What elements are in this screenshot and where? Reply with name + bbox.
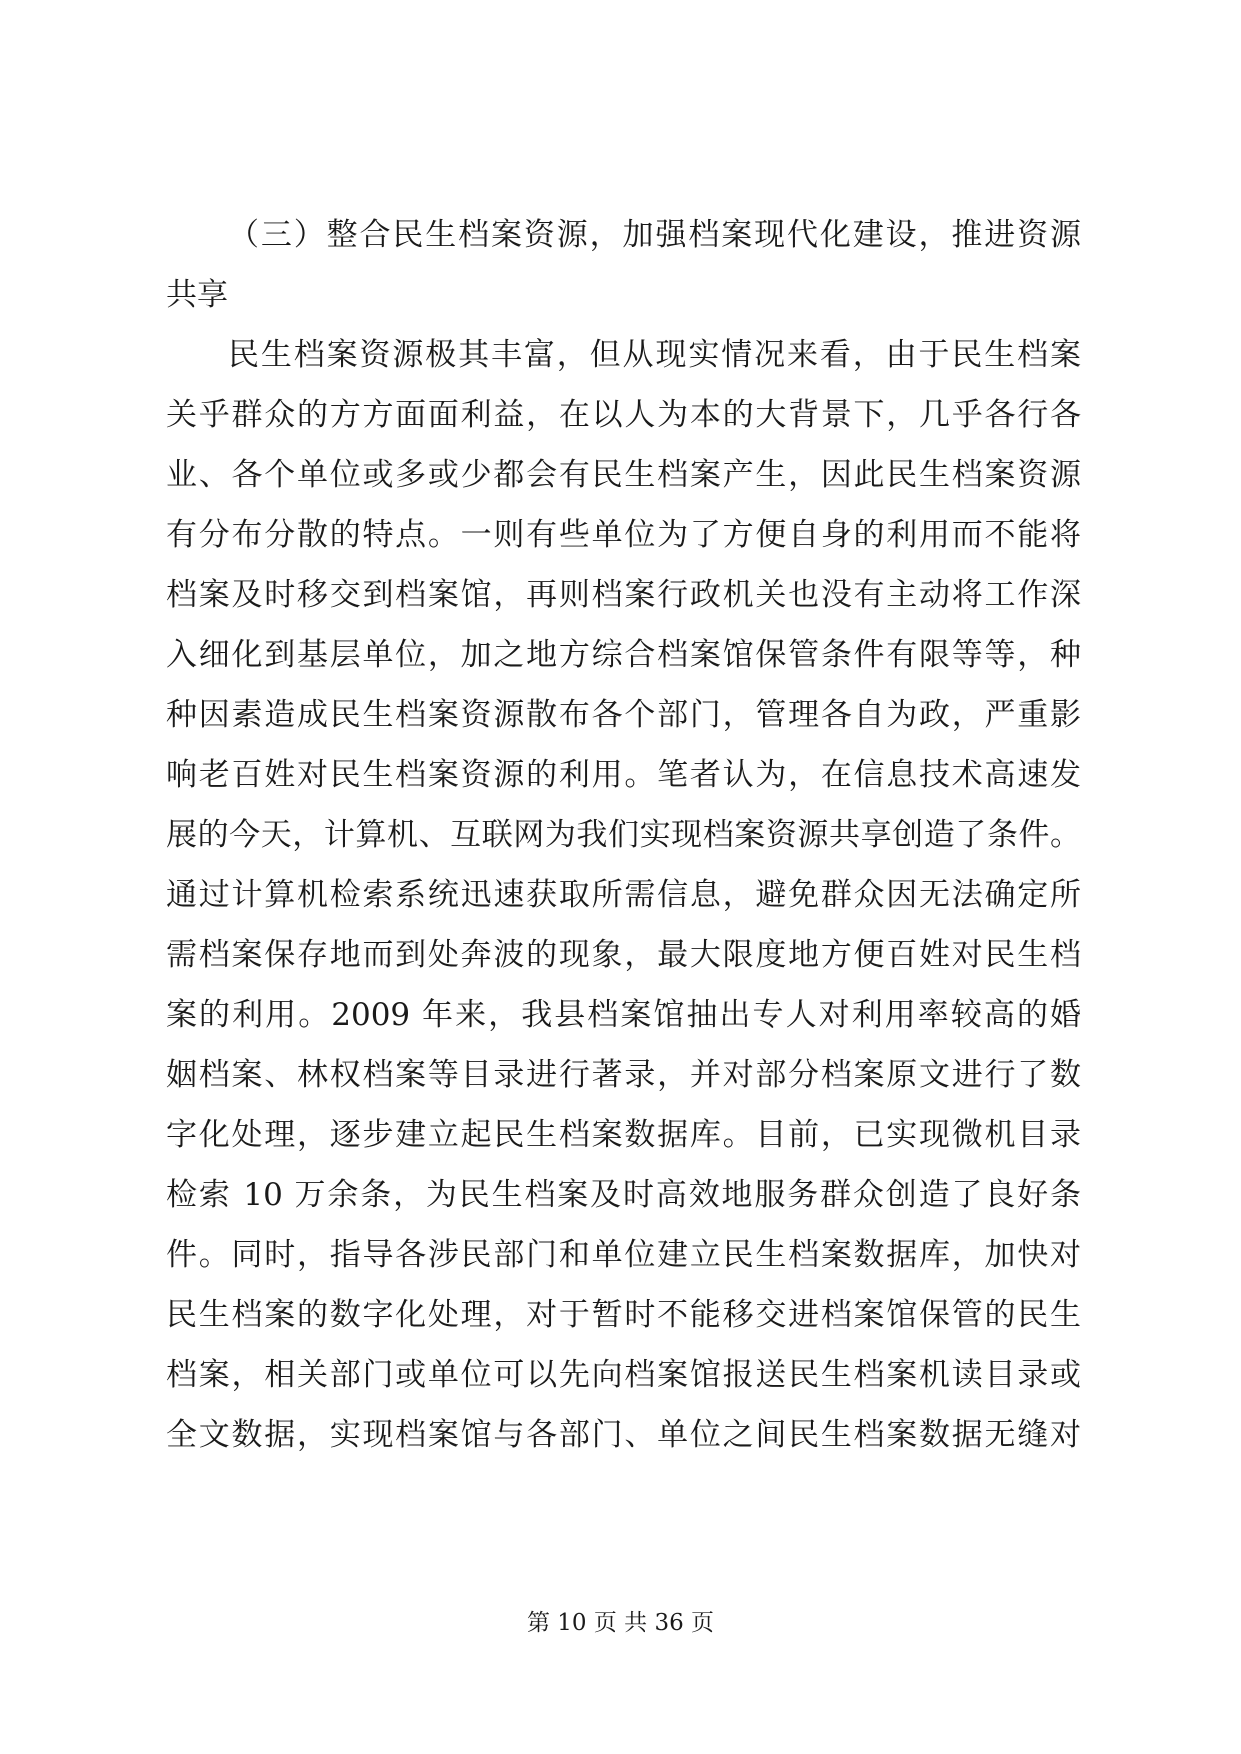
paragraph-line: 档案，相关部门或单位可以先向档案馆报送民生档案机读目录或 xyxy=(166,1357,1081,1393)
paragraph-line: 业、各个单位或多或少都会有民生档案产生，因此民生档案资源 xyxy=(166,457,1081,493)
paragraph-line: 案的利用。2009 年来，我县档案馆抽出专人对利用率较高的婚 xyxy=(166,997,1081,1033)
paragraph-line: 件。同时，指导各涉民部门和单位建立民生档案数据库，加快对 xyxy=(166,1237,1081,1273)
section-heading-line-2: 共享 xyxy=(166,277,228,313)
paragraph-line: 民生档案资源极其丰富，但从现实情况来看，由于民生档案 xyxy=(228,337,1081,373)
paragraph-line: 检索 10 万余条，为民生档案及时高效地服务群众创造了良好条 xyxy=(166,1177,1081,1213)
paragraph-line: 有分布分散的特点。一则有些单位为了方便自身的利用而不能将 xyxy=(166,517,1081,553)
paragraph-line: 姻档案、林权档案等目录进行著录，并对部分档案原文进行了数 xyxy=(166,1057,1081,1093)
paragraph-line: 全文数据，实现档案馆与各部门、单位之间民生档案数据无缝对 xyxy=(166,1417,1081,1453)
paragraph-line: 民生档案的数字化处理，对于暂时不能移交进档案馆保管的民生 xyxy=(166,1297,1081,1333)
paragraph-line: 入细化到基层单位，加之地方综合档案馆保管条件有限等等，种 xyxy=(166,637,1081,673)
page-number-footer: 第 10 页 共 36 页 xyxy=(526,1610,715,1636)
paragraph-line: 档案及时移交到档案馆，再则档案行政机关也没有主动将工作深 xyxy=(166,577,1081,613)
paragraph-line: 需档案保存地而到处奔波的现象，最大限度地方便百姓对民生档 xyxy=(166,937,1081,973)
paragraph-line: 字化处理，逐步建立起民生档案数据库。目前，已实现微机目录 xyxy=(166,1117,1081,1153)
paragraph-line: 关乎群众的方方面面利益，在以人为本的大背景下，几乎各行各 xyxy=(166,397,1081,433)
paragraph-line: 展的今天，计算机、互联网为我们实现档案资源共享创造了条件。 xyxy=(166,817,1081,853)
paragraph-line: 通过计算机检索系统迅速获取所需信息，避免群众因无法确定所 xyxy=(166,877,1081,913)
section-heading-line-1: （三）整合民生档案资源，加强档案现代化建设，推进资源 xyxy=(228,217,1081,253)
paragraph-line: 响老百姓对民生档案资源的利用。笔者认为，在信息技术高速发 xyxy=(166,757,1081,793)
document-body xyxy=(166,205,1081,1465)
paragraph-line: 种因素造成民生档案资源散布各个部门，管理各自为政，严重影 xyxy=(166,697,1081,733)
